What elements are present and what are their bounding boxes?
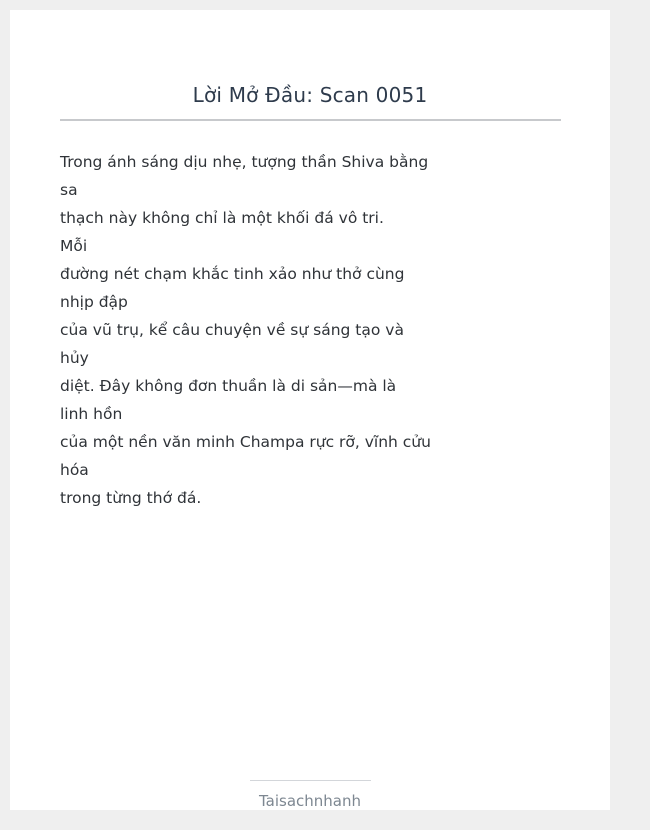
body-text — [60, 148, 431, 512]
body-line: của vũ trụ, kể câu chuyện về sự sáng tạo và — [60, 321, 404, 339]
footer-brand: Taisachnhanh — [258, 792, 362, 810]
body-line: Trong ánh sáng dịu nhẹ, tượng thần Shiva bằng — [60, 153, 429, 171]
body-line: của một nền văn minh Champa rực rỡ, vĩnh cửu — [60, 433, 431, 451]
document-title: Lời Mở Đầu: Scan 0051 — [192, 83, 428, 107]
footer-divider — [250, 780, 371, 781]
title-divider — [60, 119, 561, 121]
document-page — [10, 10, 610, 810]
body-line: nhịp đập — [60, 293, 128, 311]
body-line: hủy — [60, 349, 89, 367]
body-line: trong từng thớ đá. — [60, 489, 202, 507]
body-line: linh hồn — [60, 405, 123, 423]
body-line: diệt. Đây không đơn thuần là di sản—mà là — [60, 377, 397, 395]
body-line: sa — [60, 181, 78, 199]
body-line: thạch này không chỉ là một khối đá vô tri. — [60, 209, 384, 227]
body-line: Mỗi — [60, 237, 88, 255]
body-line: hóa — [60, 461, 89, 479]
body-line: đường nét chạm khắc tinh xảo như thở cùng — [60, 265, 405, 283]
